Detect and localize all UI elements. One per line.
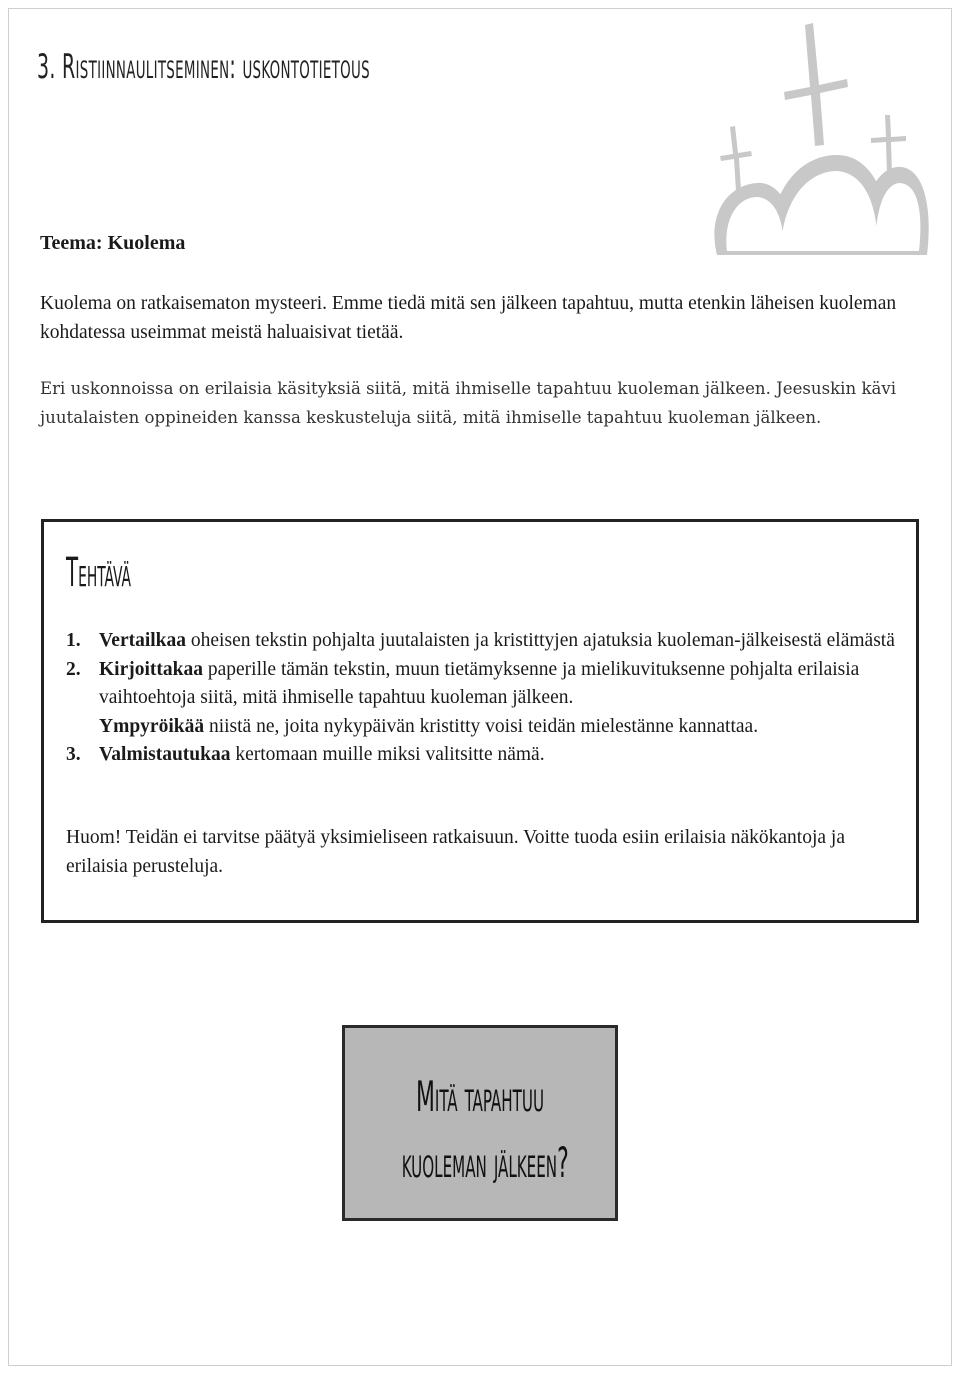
worksheet-page [8,8,952,1366]
task-item [66,741,906,770]
task-text: kertomaan muille miksi valitsitte nämä. [230,744,545,765]
question-line-1: Mitä tapahtuu [415,1072,545,1121]
task-text: paperille tämän tekstin, muun tietämyksenne ja mielikuvituksenne pohjalta erilaisia vaihtoehtoja siitä, mitä ihmiselle tapahtuu kuoleman jälkeen. [99,658,860,708]
task-number: 2. [66,658,81,680]
question-box [342,1025,618,1221]
task-note: Huom! Teidän ei tarvitse päätyä yksimieliseen ratkaisuun. Voitte tuoda esiin erilaisia näkökantoja ja erilaisia perusteluja. [66,827,845,877]
task-item [66,627,906,656]
task-verb: Ympyröikää [99,715,205,737]
task-box [41,519,919,923]
task-verb: Vertailkaa [99,630,187,651]
three-crosses-on-hills-icon [697,15,937,275]
task-verb: Kirjoittakaa [99,658,203,680]
task-text: niistä ne, joita nykypäivän kristitty voisi teidän mielestänne kannattaa. [204,715,759,737]
task-verb: Valmistautukaa [99,744,231,765]
task-text: oheisen tekstin pohjalta juutalaisten ja kristittyjen ajatuksia kuoleman-jälkeisestä elämästä [186,630,895,651]
task-number: 1. [66,630,81,651]
task-list [66,627,906,770]
page-title: 3. Ristiinnaulitseminen: uskontotietous [37,47,370,87]
task-title: Tehtävä [66,550,131,596]
task-number: 3. [66,744,81,765]
religions-paragraph: Eri uskonnoissa on erilaisia käsityksiä siitä, mitä ihmiselle tapahtuu kuoleman jälkeen. Jeesuskin kävi juutalaisten oppineiden kanssa keskusteluja siitä, mitä ihmiselle tapahtuu kuoleman jälkeen. [40,379,897,427]
task-item [66,656,906,742]
intro-paragraph: Kuolema on ratkaisematon mysteeri. Emme tiedä mitä sen jälkeen tapahtuu, mutta etenkin läheisen kuoleman kohdatessa useimmat meistä haluaisivat tietää. [40,293,897,343]
theme-title: Teema: Kuolema [40,232,186,254]
question-line-2: kuoleman jälkeen? [401,1138,569,1187]
